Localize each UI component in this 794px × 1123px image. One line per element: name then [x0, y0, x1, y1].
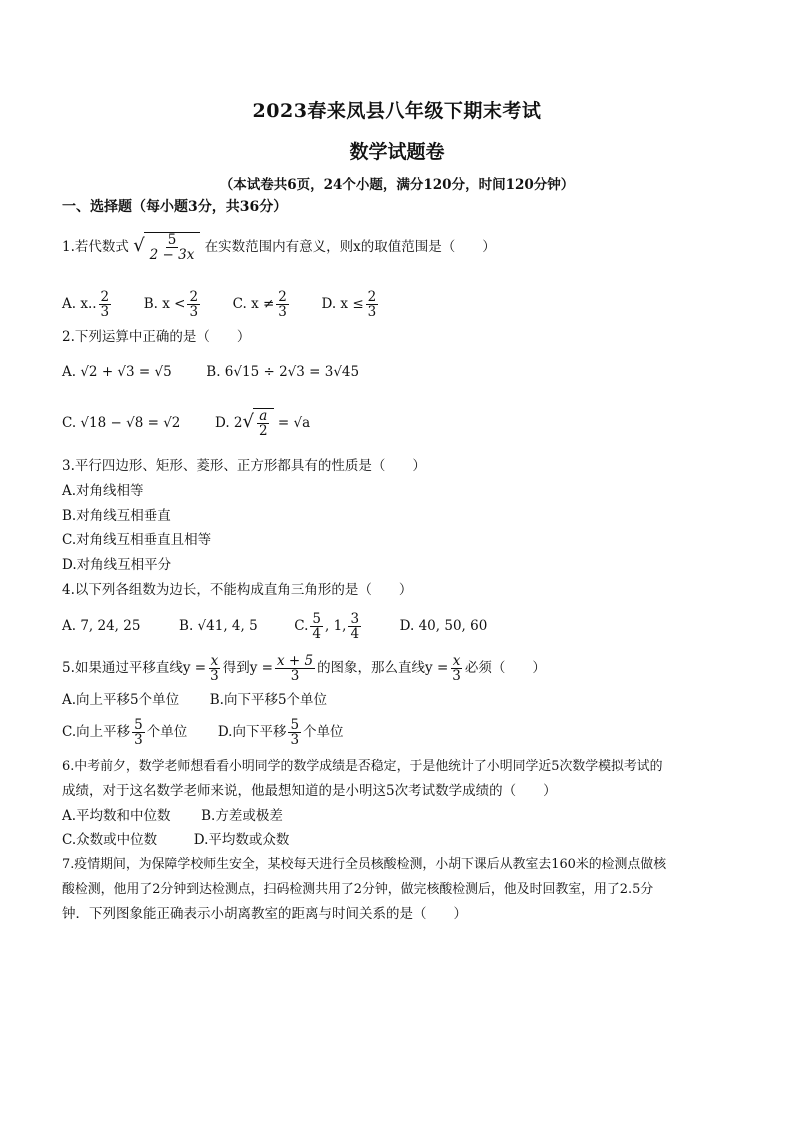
question-6-line-2: 成绩，对于这名数学老师来说，他最想知道的是小明这5次考试数学成绩的（ ） [62, 783, 557, 799]
q4-option-b: B. √41, 4, 5 [179, 618, 258, 635]
question-5-options-cd [62, 718, 344, 747]
q2-option-d [214, 408, 311, 440]
q3-option-c: C.对角线互相垂直且相等 [62, 532, 212, 548]
q1-rad-den: 2 − 3x [149, 247, 195, 264]
q5-opt-c-num: 5 [134, 717, 143, 733]
q4-option-d: D. 40, 50, 60 [399, 618, 488, 635]
q5-option-b: B.向下平移5个单位 [209, 692, 328, 708]
question-1-stem [62, 232, 496, 262]
q1-opt-b-text: B. x < [143, 296, 186, 313]
q3-option-d: D.对角线互相平分 [62, 557, 172, 573]
q5-f2-num: x + 5 [276, 653, 314, 669]
q5-opt-c-pre: C.向上平移 [62, 724, 131, 741]
q3-option-b: B.对角线互相垂直 [62, 508, 171, 524]
q5-mid2: 的图象，那么直线y = [317, 660, 449, 677]
q4-option-a: A. 7, 24, 25 [62, 618, 141, 635]
q4-opt-c-d1: 4 [312, 626, 322, 643]
q6-option-a: A.平均数和中位数 [62, 808, 171, 824]
question-4-options [62, 612, 487, 641]
q5-option-d [217, 717, 344, 749]
question-3-stem: 3.平行四边形、矩形、菱形、正方形都具有的性质是（ ） [62, 458, 426, 474]
question-7-line-3: 钟．下列图象能正确表示小胡离教室的距离与时间关系的是（ ） [62, 906, 467, 922]
q2-option-b: B. 6√15 ÷ 2√3 = 3√45 [206, 364, 360, 380]
q5-f3-num: x [452, 653, 461, 669]
q1-rad-num: 5 [167, 232, 177, 248]
q1-opt-a-text: A. x.. [62, 296, 97, 313]
q2-opt-d-den: 2 [258, 423, 268, 440]
q5-mid: 得到y = [222, 660, 273, 677]
q2-opt-d-num: a [259, 408, 268, 424]
q4-opt-c-mid: , 1, [325, 618, 347, 635]
q5-opt-c-post: 个单位 [146, 724, 188, 741]
q1-opt-c-den: 3 [278, 304, 287, 321]
question-6-options-ab [62, 806, 283, 826]
q3-option-a: A.对角线相等 [62, 483, 144, 499]
q5-opt-d-den: 3 [290, 732, 300, 749]
q1-opt-c-num: 2 [278, 289, 287, 305]
q1-opt-b-num: 2 [189, 289, 199, 305]
section-heading: 一、选择题（每小题3分，共36分） [62, 199, 288, 215]
q4-opt-c-d2: 4 [350, 626, 360, 643]
exam-subtitle: 数学试题卷 [349, 141, 445, 163]
q2-opt-d-post: = √a [277, 415, 311, 432]
question-2-stem: 2.下列运算中正确的是（ ） [62, 329, 251, 345]
q5-pre: 5.如果通过平移直线y = [62, 660, 207, 677]
q6-option-c: C.众数或中位数 [62, 832, 158, 848]
q1-opt-a-den: 3 [100, 304, 110, 321]
question-1-options [62, 290, 380, 319]
q5-f3-den: 3 [452, 668, 461, 685]
q2-option-a: A. √2 + √3 = √5 [62, 364, 172, 380]
q5-post: 必须（ ） [464, 660, 546, 677]
q1-option-b [143, 289, 202, 321]
q5-opt-d-post: 个单位 [303, 724, 344, 741]
q1-pre: 1.若代数式 [62, 239, 129, 256]
q5-f1-den: 3 [210, 668, 219, 685]
q6-option-b: B.方差或极差 [201, 808, 283, 824]
q1-opt-c-text: C. x ≠ [232, 296, 275, 313]
q1-opt-d-text: D. x ≤ [321, 296, 364, 313]
q4-opt-c-pre: C. [294, 618, 309, 635]
q5-opt-d-pre: D.向下平移 [217, 724, 287, 741]
q5-f1-num: x [210, 653, 219, 669]
q2-opt-d-pre: D. 2 [214, 415, 243, 432]
q5-option-c [62, 717, 188, 749]
question-5-options-ab [62, 690, 327, 710]
q1-opt-b-den: 3 [189, 304, 199, 321]
question-4-stem: 4.以下列各组数为边长，不能构成直角三角形的是（ ） [62, 582, 413, 598]
q4-opt-c-n1: 5 [312, 611, 322, 627]
question-2-options-ab [62, 362, 359, 382]
q5-opt-d-num: 5 [290, 717, 300, 733]
q1-radical [144, 232, 201, 262]
q4-option-c [294, 611, 363, 643]
question-7-line-2: 酸检测，他用了2分钟到达检测点，扫码检测共用了2分钟，做完核酸检测后，他及时回教室，用了2.5分 [62, 882, 654, 897]
q1-option-a [62, 289, 113, 321]
q1-opt-a-num: 2 [100, 289, 110, 305]
q5-f2-den: 3 [290, 668, 300, 685]
exam-info: （本试卷共6页，24个小题，满分120分，时间120分钟） [219, 177, 575, 193]
q1-option-c [232, 289, 291, 321]
question-7-line-1: 7.疫情期间，为保障学校师生安全，某校每天进行全员核酸检测，小胡下课后从教室去160米的检测点做核 [62, 857, 667, 872]
q6-option-d: D.平均数或众数 [193, 832, 290, 848]
question-6-options-cd [62, 830, 289, 850]
q2-option-c: C. √18 − √8 = √2 [62, 415, 181, 432]
q1-option-d [321, 289, 380, 321]
q1-opt-d-den: 3 [367, 304, 377, 321]
exam-title: 2023春来凤县八年级下期末考试 [252, 100, 542, 122]
q1-opt-d-num: 2 [367, 289, 377, 305]
question-6-line-1: 6.中考前夕，数学老师想看看小明同学的数学成绩是否稳定，于是他统计了小明同学近5次数学模拟考试的 [62, 759, 663, 774]
question-5-stem [62, 654, 546, 683]
radical-sign: √ [242, 411, 254, 433]
q5-option-a: A.向上平移5个单位 [62, 692, 180, 708]
q1-post: 在实数范围内有意义，则x的取值范围是（ ） [204, 239, 496, 256]
question-2-options-cd [62, 408, 310, 438]
radical-sign: √ [133, 235, 145, 257]
q4-opt-c-n2: 3 [350, 611, 360, 627]
q5-opt-c-den: 3 [134, 732, 143, 749]
